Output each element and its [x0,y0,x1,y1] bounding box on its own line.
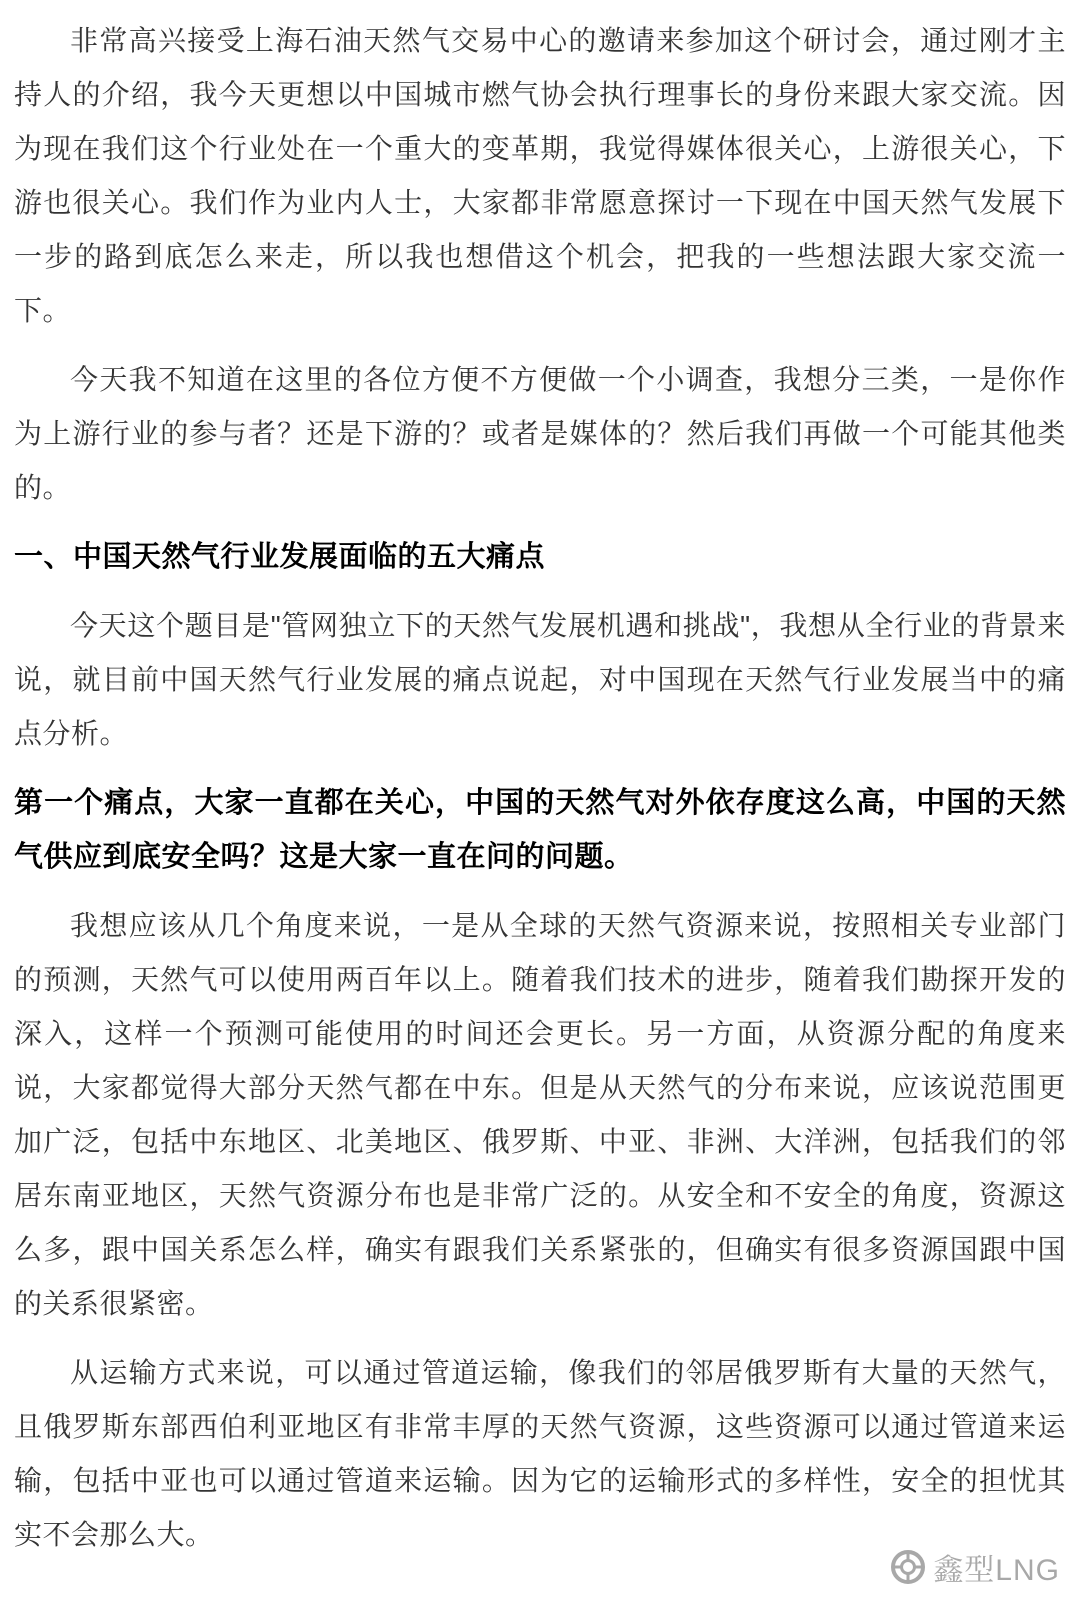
paragraph: 我想应该从几个角度来说，一是从全球的天然气资源来说，按照相关专业部门的预测，天然气可以使用两百年以上。随着我们技术的进步，随着我们勘探开发的深入，这样一个预测可能使用的时间还会更长。另一方面，从资源分配的角度来说，大家都觉得大部分天然气都在中东。但是从天然气的分布来说，应该说范围更加广泛，包括中东地区、北美地区、俄罗斯、中亚、非洲、大洋洲，包括我们的邻居东南亚地区，天然气资源分布也是非常广泛的。从安全和不安全的角度，资源这么多，跟中国关系怎么样，确实有跟我们关系紧张的，但确实有很多资源国跟中国的关系很紧密。 [14,910,1066,1319]
watermark [887,1543,1064,1591]
paragraph: 今天这个题目是"管网独立下的天然气发展机遇和挑战"，我想从全行业的背景来说，就目前中国天然气行业发展的痛点说起，对中国现在天然气行业发展当中的痛点分析。 [14,610,1066,749]
paragraph: 从运输方式来说，可以通过管道运输，像我们的邻居俄罗斯有大量的天然气，且俄罗斯东部西伯利亚地区有非常丰厚的天然气资源，这些资源可以通过管道来运输，包括中亚也可以通过管道来运输。因为它的运输形式的多样性，安全的担忧其实不会那么大。 [14,1357,1066,1550]
paragraph: 今天我不知道在这里的各位方便不方便做一个小调查，我想分三类，一是你作为上游行业的参与者？还是下游的？或者是媒体的？然后我们再做一个可能其他类的。 [14,364,1066,503]
watermark-text: 鑫型LNG [933,1554,1060,1587]
paragraph-bold-highlight: 第一个痛点，大家一直都在关心，中国的天然气对外依存度这么高，中国的天然气供应到底安全吗？这是大家一直在问的问题。 [14,787,1066,873]
section-heading: 一、中国天然气行业发展面临的五大痛点 [14,541,546,573]
paragraph: 非常高兴接受上海石油天然气交易中心的邀请来参加这个研讨会，通过刚才主持人的介绍，我今天更想以中国城市燃气协会执行理事长的身份来跟大家交流。因为现在我们这个行业处在一个重大的变革期，我觉得媒体很关心，上游很关心，下游也很关心。我们作为业内人士，大家都非常愿意探讨一下现在中国天然气发展下一步的路到底怎么来走，所以我也想借这个机会，把我的一些想法跟大家交流一下。 [14,25,1066,326]
ring-logo-icon [891,1550,925,1584]
